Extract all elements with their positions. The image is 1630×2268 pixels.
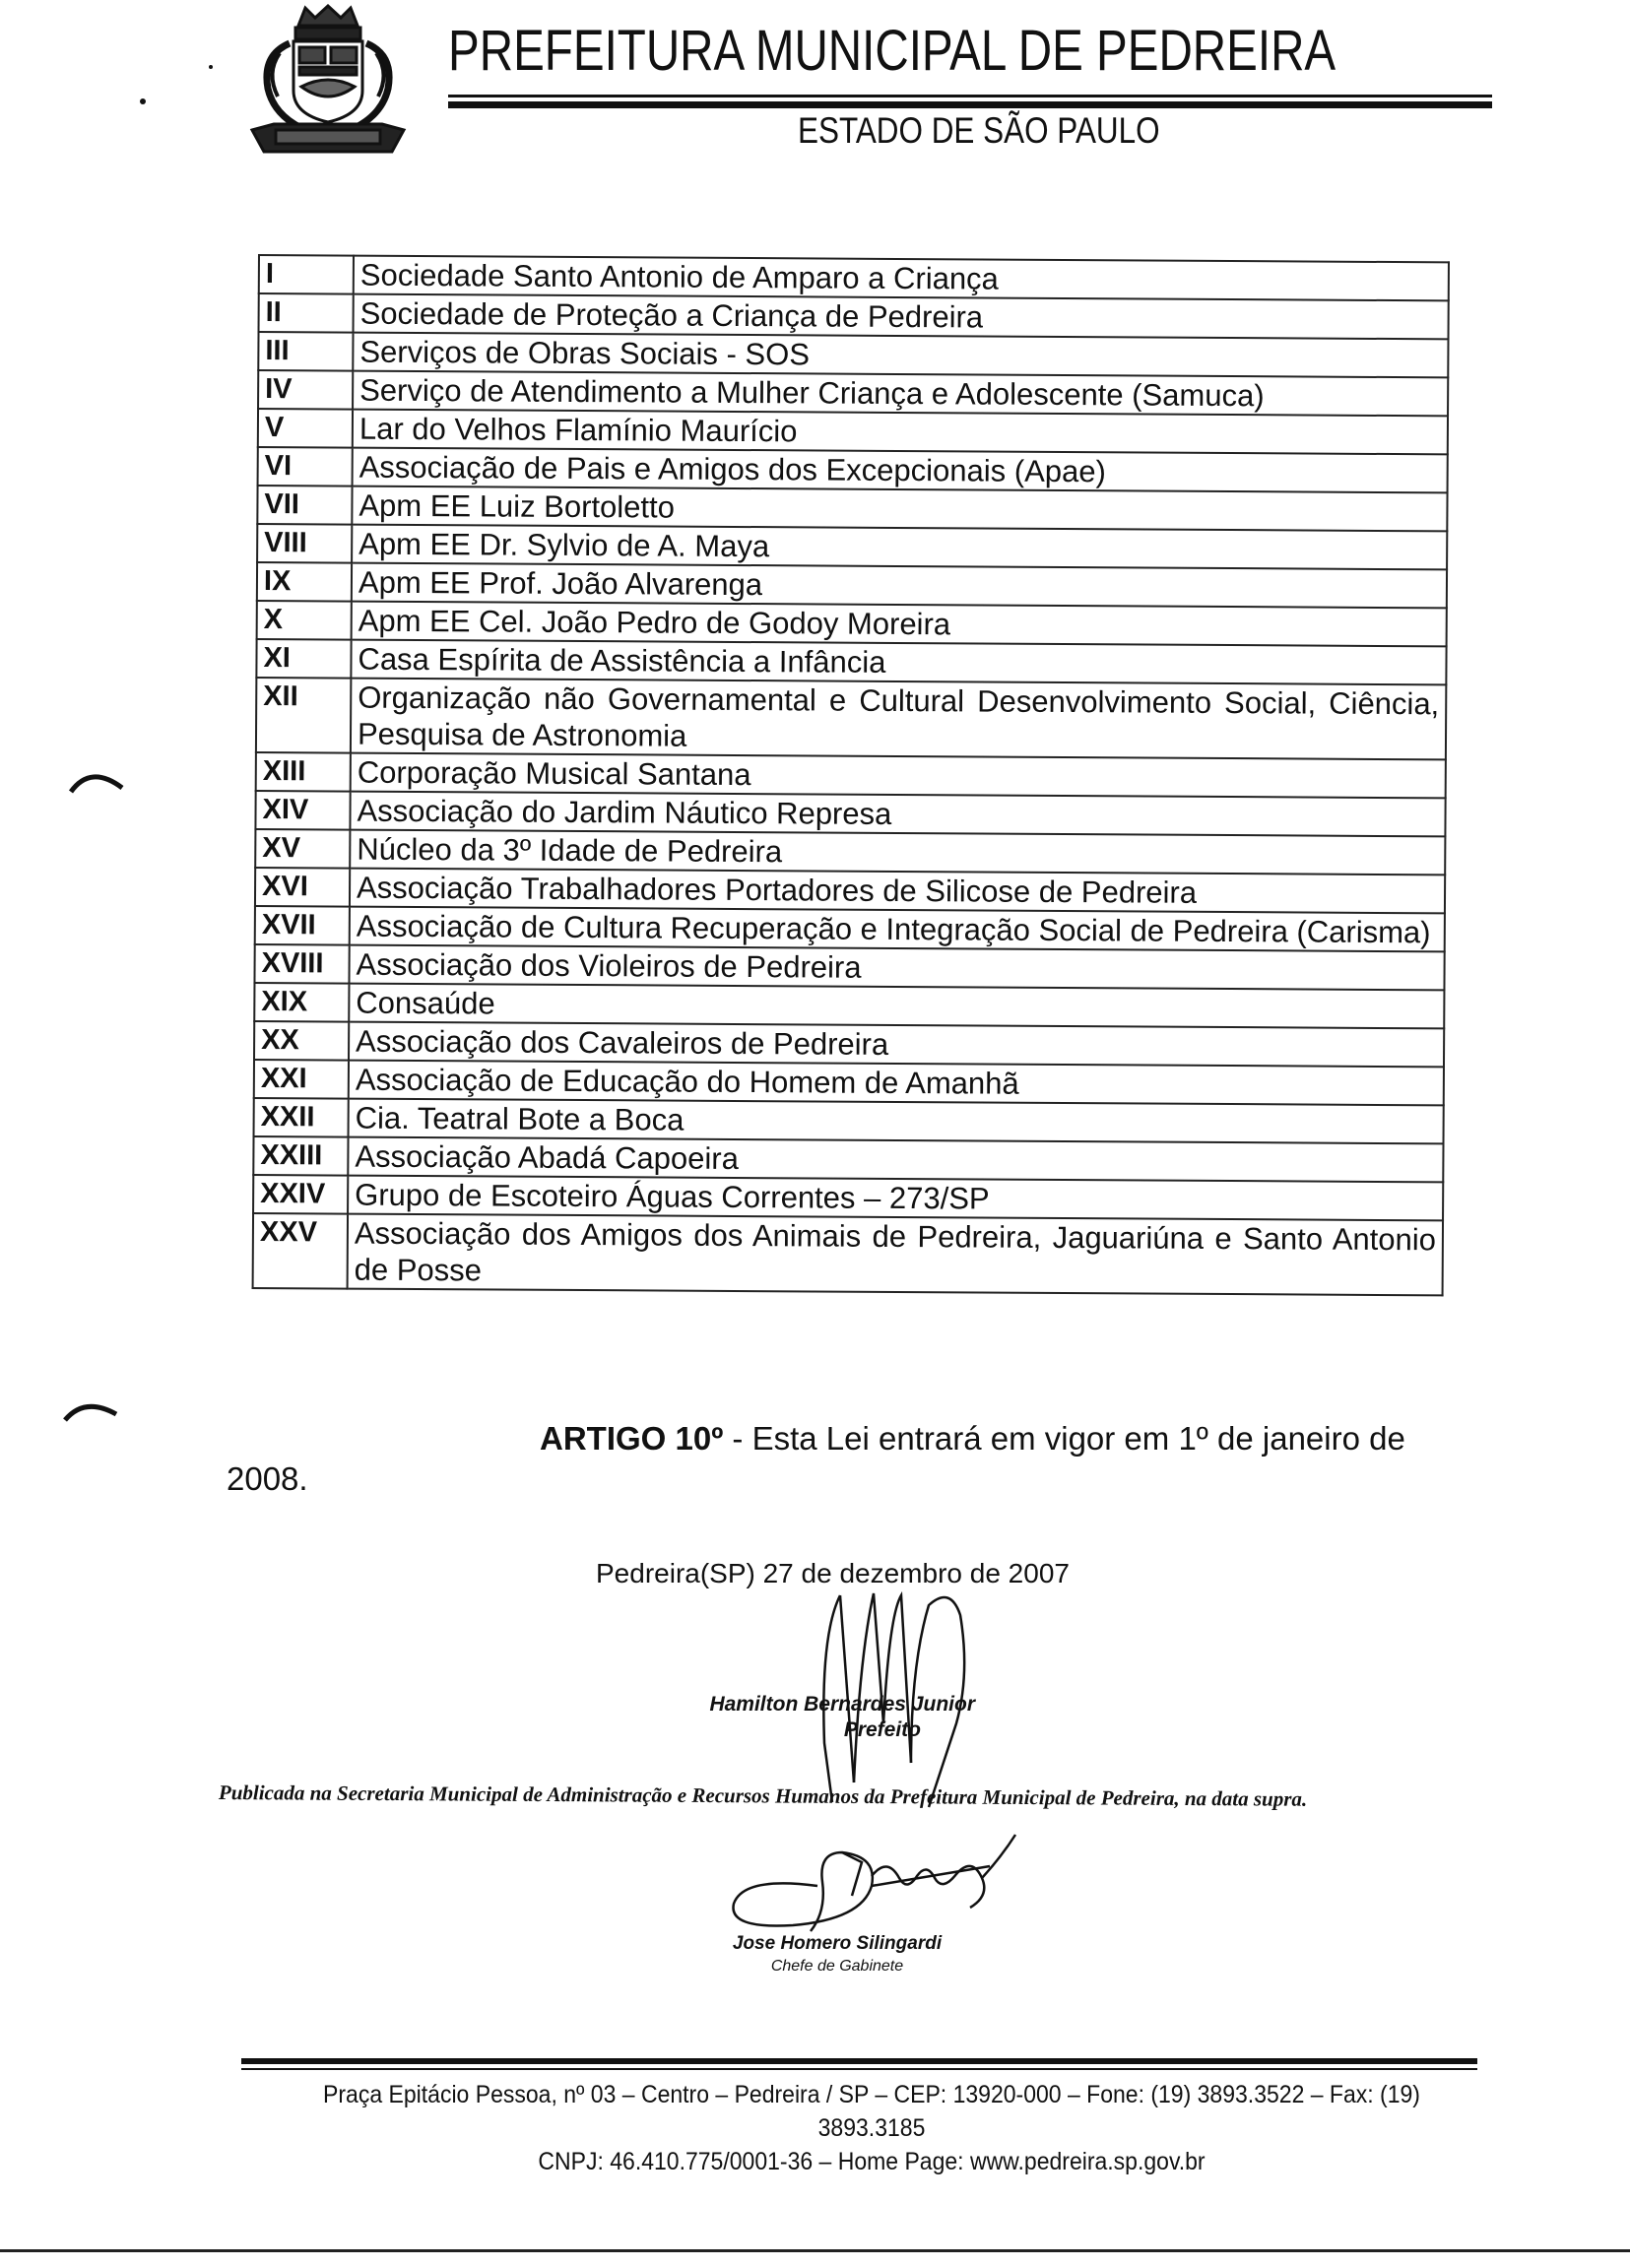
- entity-name: Apm EE Luiz Bortoletto: [352, 486, 1447, 532]
- entity-number: VIII: [257, 524, 352, 563]
- mayor-name: Hamilton Bernardes Junior: [709, 1693, 975, 1716]
- entity-name: Apm EE Cel. João Pedro de Godoy Moreira: [352, 602, 1447, 647]
- mayor-signature-block: [689, 1692, 975, 1743]
- entity-number: XX: [254, 1021, 349, 1061]
- entity-name: Associação do Jardim Náutico Represa: [350, 792, 1445, 837]
- chief-name: Jose Homero Silingardi: [732, 1933, 943, 1954]
- entity-name: Associação Abadá Capoeira: [348, 1137, 1443, 1183]
- table-row: [253, 1213, 1443, 1295]
- entity-name: Consaúde: [349, 984, 1444, 1029]
- municipal-coat-of-arms-icon: [244, 4, 412, 154]
- entity-name: Casa Espírita de Assistência a Infância: [351, 640, 1446, 685]
- article-label: ARTIGO 10º: [540, 1420, 724, 1457]
- place-date: Pedreira(SP) 27 de dezembro de 2007: [596, 1558, 1070, 1588]
- scan-speck: [209, 65, 213, 69]
- entity-number: III: [258, 332, 353, 371]
- header-rule: [448, 95, 1492, 97]
- entity-name: Sociedade de Proteção a Criança de Pedreira: [354, 294, 1449, 340]
- entity-name: Associação Trabalhadores Portadores de Silicose de Pedreira: [350, 869, 1445, 914]
- entity-number: XXV: [253, 1213, 348, 1289]
- entity-number: XIII: [256, 752, 351, 792]
- chief-signature: [724, 1827, 1029, 1935]
- entity-name: Associação de Pais e Amigos dos Excepcionais (Apae): [353, 448, 1448, 493]
- entity-number: IV: [258, 370, 353, 410]
- entity-name: Grupo de Escoteiro Águas Correntes – 273/SP: [348, 1176, 1443, 1221]
- entity-number: XVI: [255, 868, 350, 907]
- entity-number: I: [259, 255, 354, 294]
- entity-number: XIV: [255, 791, 350, 830]
- entity-name: Associação de Educação do Homem de Amanhã: [349, 1061, 1444, 1106]
- entity-name: Núcleo da 3º Idade de Pedreira: [350, 830, 1445, 875]
- entity-number: XXIV: [253, 1175, 348, 1214]
- header-rule-thick: [448, 101, 1492, 108]
- footer-address: Praça Epitácio Pessoa, nº 03 – Centro – Pedreira / SP – CEP: 13920-000 – Fone: (19) 3893.3522 – Fax: (19) 3893.3185: [323, 2081, 1420, 2142]
- chief-signature-block: [689, 1932, 985, 1977]
- entity-name: Organização não Governamental e Cultural Desenvolvimento Social, Ciência, Pesquisa de Astronomia: [351, 679, 1446, 760]
- table-row: [256, 678, 1446, 759]
- entity-number: XVII: [255, 906, 350, 945]
- entity-name: Apm EE Dr. Sylvio de A. Maya: [352, 525, 1447, 570]
- article-text: - Esta Lei entrará em vigor em 1º de janeiro de: [723, 1420, 1405, 1457]
- entity-name: Sociedade Santo Antonio de Amparo a Criança: [354, 256, 1449, 301]
- entity-name: Serviço de Atendimento a Mulher Criança e Adolescente (Samuca): [353, 371, 1448, 417]
- entity-number: XI: [256, 639, 351, 679]
- entity-name: Cia. Teatral Bote a Boca: [349, 1099, 1444, 1144]
- entity-number: XV: [255, 829, 350, 869]
- entity-number: XIX: [254, 983, 349, 1022]
- entity-number: V: [258, 409, 353, 448]
- entity-name: Serviços de Obras Sociais - SOS: [353, 333, 1448, 378]
- entity-number: IX: [257, 562, 352, 602]
- entity-name: Associação dos Cavaleiros de Pedreira: [349, 1022, 1444, 1068]
- entity-name: Apm EE Prof. João Alvarenga: [352, 563, 1447, 609]
- entity-number: II: [259, 293, 354, 333]
- entity-number: XXIII: [253, 1136, 348, 1176]
- article-year: 2008.: [227, 1460, 308, 1497]
- footer-rule-thick: [241, 2058, 1477, 2064]
- footer-rule: [241, 2068, 1477, 2070]
- mayor-title: Prefeito: [843, 1718, 921, 1741]
- entity-name: Corporação Musical Santana: [351, 753, 1446, 799]
- chief-title: Chefe de Gabinete: [770, 1958, 904, 1975]
- footer: [314, 2078, 1429, 2178]
- entity-name: Associação dos Violeiros de Pedreira: [349, 945, 1444, 991]
- scan-speck: [140, 98, 146, 104]
- footer-cnpj: CNPJ: 46.410.775/0001-36 – Home Page: www.pedreira.sp.gov.br: [538, 2148, 1206, 2175]
- entity-number: XVIII: [254, 944, 349, 984]
- entity-name: Associação dos Amigos dos Animais de Pedreira, Jaguariúna e Santo Antonio de Posse: [348, 1214, 1443, 1296]
- entity-name: Associação de Cultura Recuperação e Integração Social de Pedreira (Carisma): [350, 907, 1445, 952]
- entities-table: [252, 254, 1450, 1296]
- entity-number: X: [257, 601, 352, 640]
- margin-hook-mark: [67, 766, 128, 798]
- publication-note: Publicada na Secretaria Municipal de Administração e Recursos Humanos da Prefeitura Municipal de Pedreira, na data supra.: [218, 1781, 1308, 1811]
- entity-number: XXI: [254, 1060, 349, 1099]
- margin-hook-mark: [61, 1396, 122, 1426]
- page-title: PREFEITURA MUNICIPAL DE PEDREIRA: [448, 19, 1337, 83]
- entity-number: VII: [257, 486, 352, 525]
- entity-number: XII: [256, 678, 351, 753]
- entity-name: Lar do Velhos Flamínio Maurício: [353, 410, 1448, 455]
- page-bottom-rule: [0, 2249, 1630, 2252]
- entity-number: VI: [258, 447, 353, 486]
- page-subtitle: ESTADO DE SÃO PAULO: [798, 110, 1160, 151]
- article-10: [540, 1420, 1405, 1458]
- entity-number: XXII: [254, 1098, 349, 1137]
